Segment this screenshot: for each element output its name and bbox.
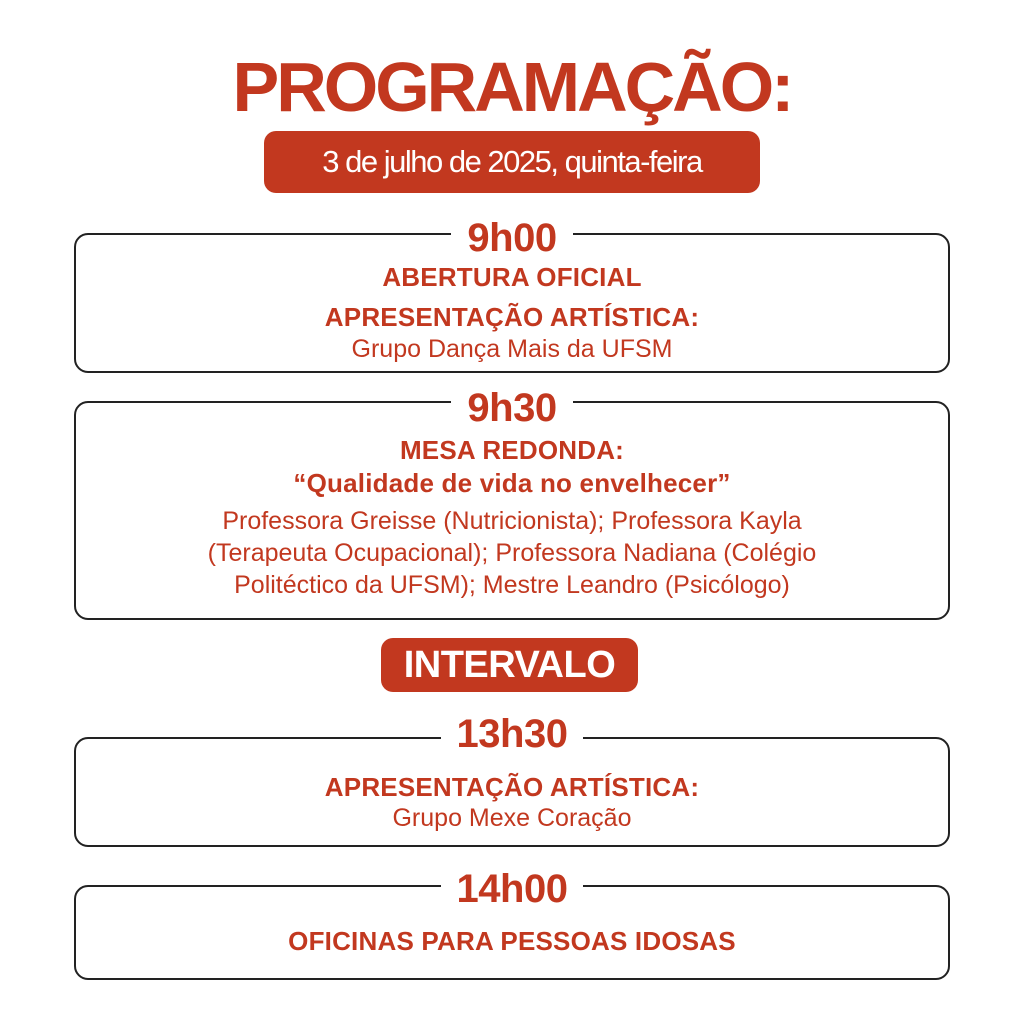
session-time-1400: 14h00 (0, 866, 1024, 912)
session-line: Politéctico da UFSM); Mestre Leandro (Psicólogo) (234, 571, 790, 599)
session-time-1330: 13h30 (0, 711, 1024, 757)
session-line: Grupo Mexe Coração (392, 804, 632, 832)
date-badge: 3 de julho de 2025, quinta-feira (264, 131, 760, 193)
session-line: Grupo Dança Mais da UFSM (351, 335, 673, 363)
session-line: ABERTURA OFICIAL (382, 262, 642, 292)
session-line: MESA REDONDA: (399, 435, 625, 465)
session-line: APRESENTAÇÃO ARTÍSTICA: (324, 302, 700, 332)
session-line: OFICINAS PARA PESSOAS IDOSAS (288, 926, 736, 956)
interval-badge: INTERVALO (381, 638, 638, 692)
session-line: (Terapeuta Ocupacional); Professora Nadiana (Colégio (207, 539, 817, 567)
page-title: PROGRAMAÇÃO: (232, 48, 792, 126)
session-quote: “Qualidade de vida no envelhecer” (293, 468, 731, 498)
session-time-0930: 9h30 (0, 385, 1024, 431)
session-line: APRESENTAÇÃO ARTÍSTICA: (324, 772, 700, 802)
session-line: Professora Greisse (Nutricionista); Professora Kayla (222, 507, 802, 535)
session-time-0900: 9h00 (0, 215, 1024, 261)
